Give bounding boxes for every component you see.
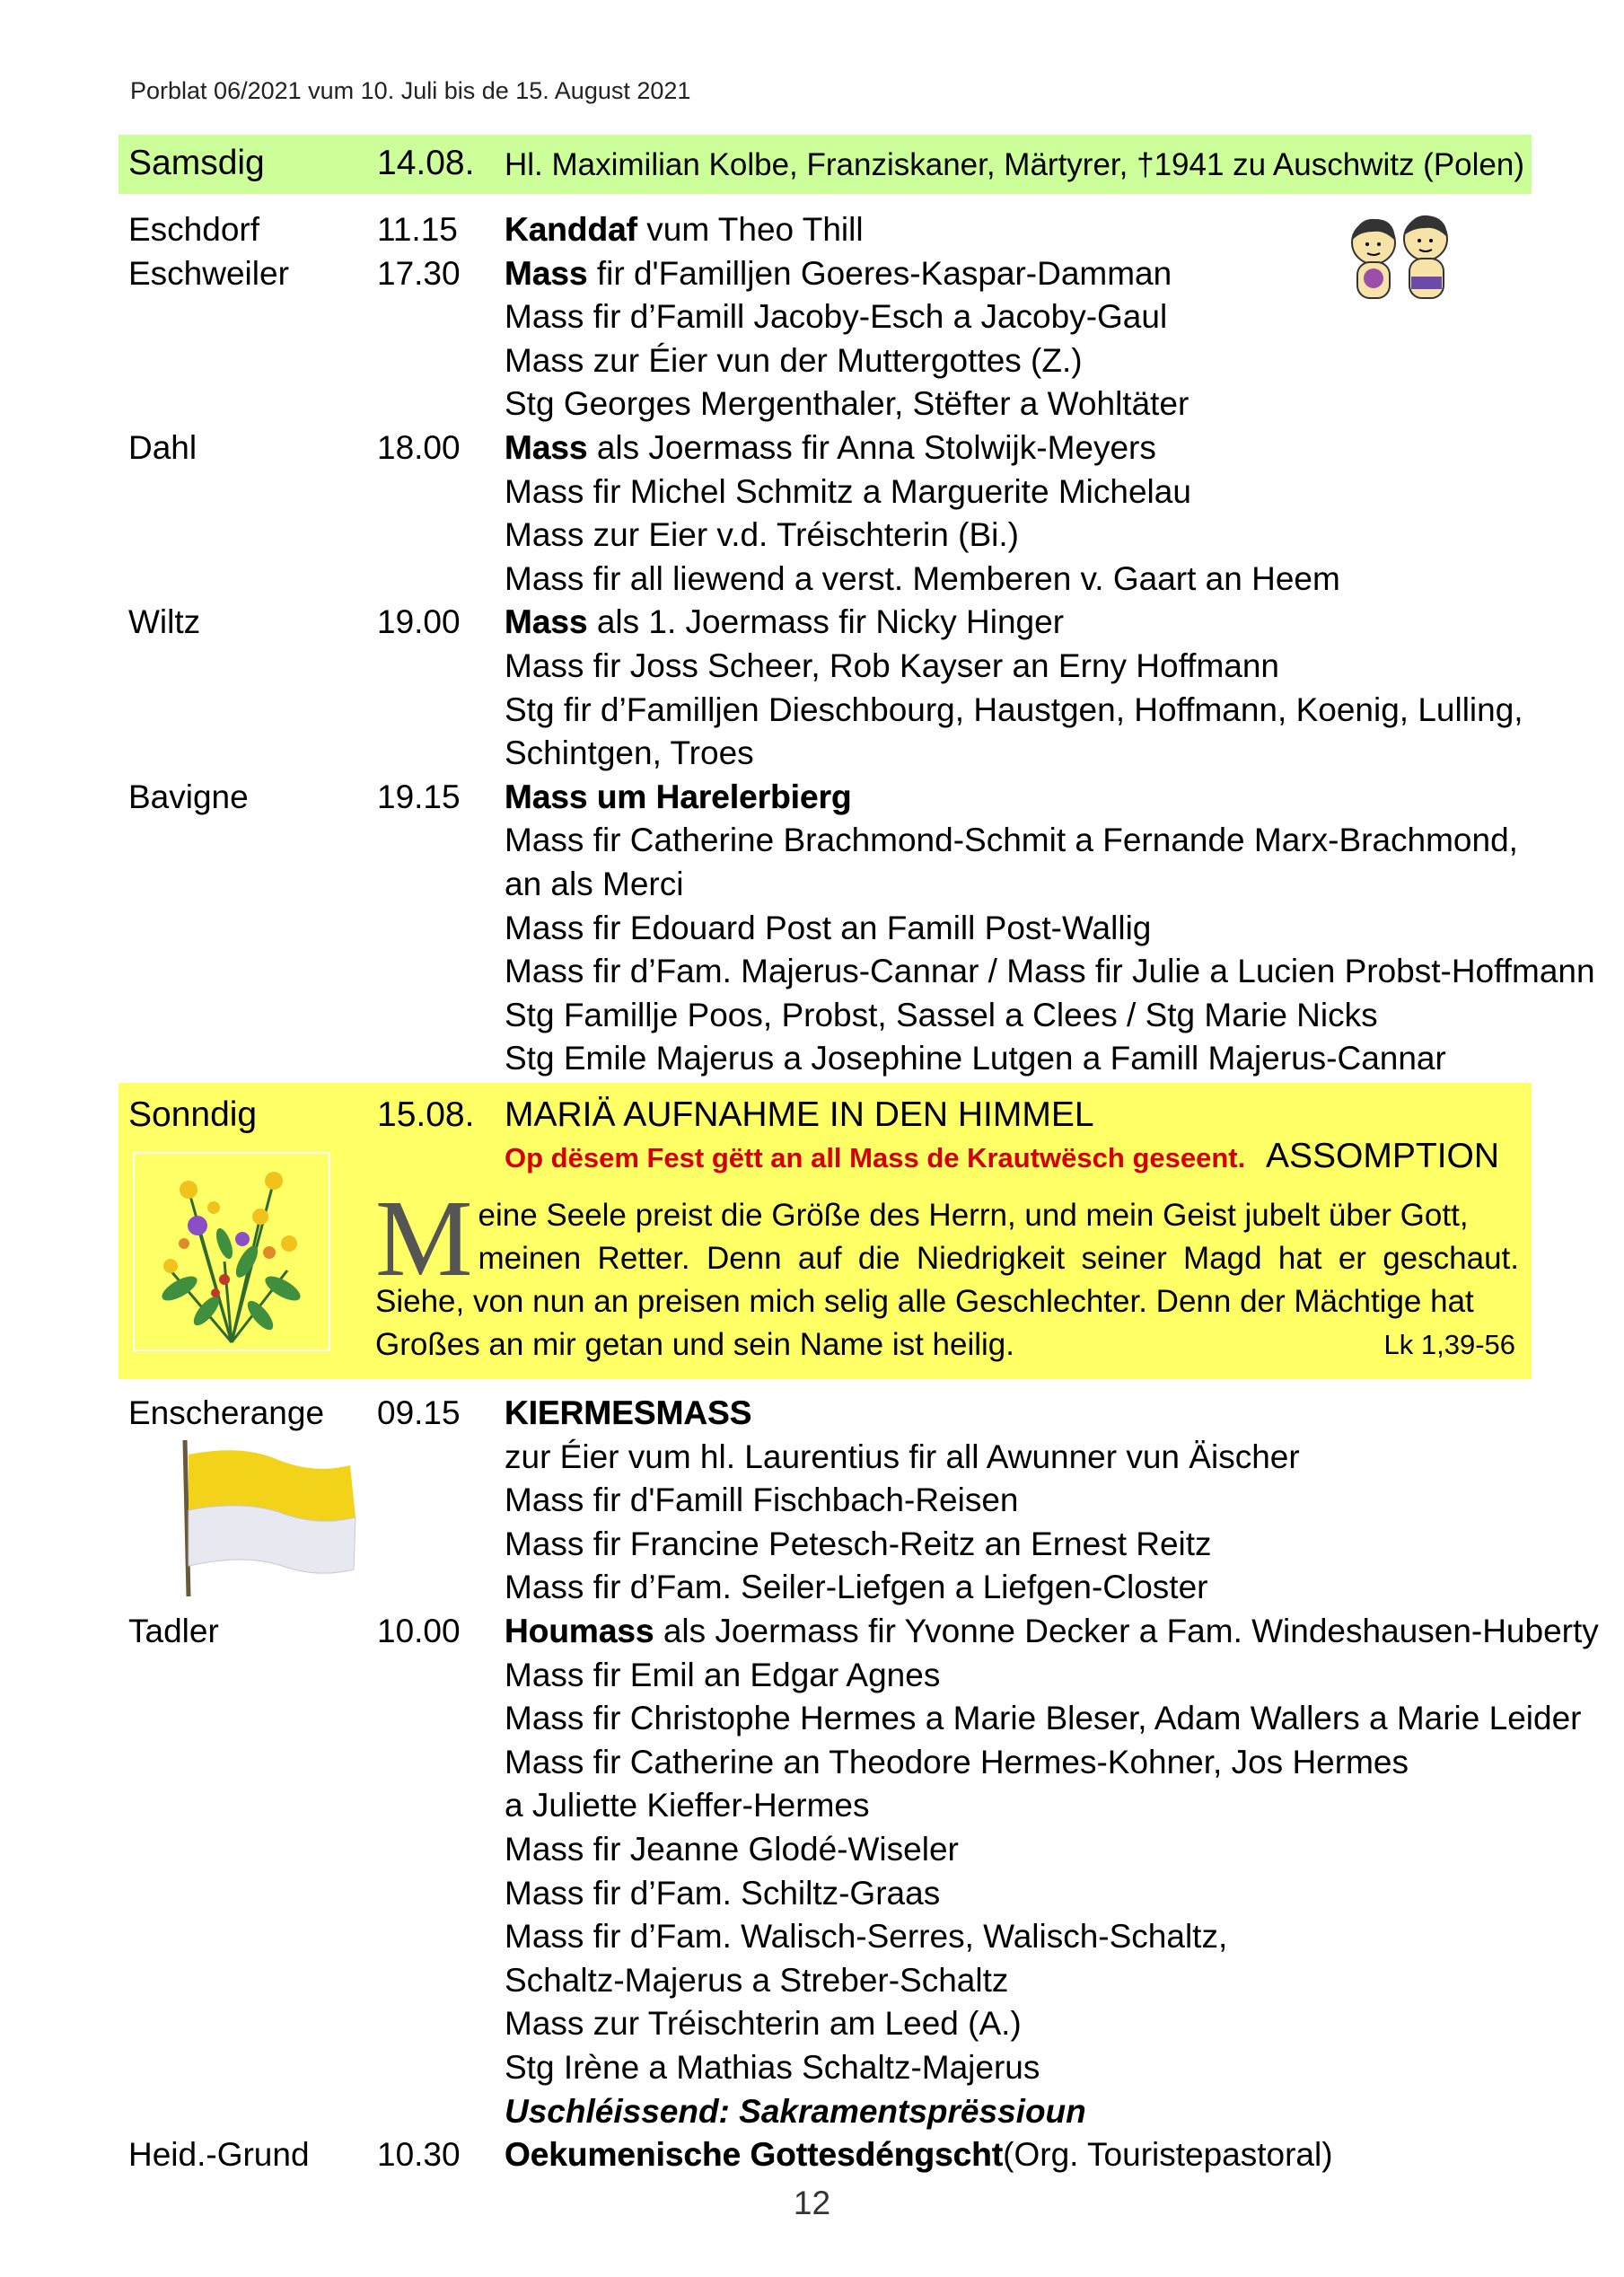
service-intention: Mass zur Éier vun der Muttergottes (Z.) xyxy=(505,341,1083,379)
service-intention: (Org. Touristepastoral) xyxy=(1003,2136,1333,2174)
service-intention: Mass fir Jeanne Glodé-Wiseler xyxy=(505,1831,959,1868)
service-time: 19.15 xyxy=(377,778,461,815)
service-intention: Mass fir d’Fam. Walisch-Serres, Walisch-Schaltz, xyxy=(505,1918,1228,1956)
couple-illustration xyxy=(1339,205,1460,305)
papal-flag-illustration xyxy=(135,1435,368,1602)
service-line xyxy=(505,1697,1581,1740)
service-place: Wiltz xyxy=(128,603,201,641)
service-intention: an als Merci xyxy=(505,866,684,902)
service-line xyxy=(505,907,1151,950)
service-line xyxy=(505,1037,1446,1080)
service-line xyxy=(505,382,1189,426)
service-intention: fir d'Familljen Goeres-Kaspar-Damman xyxy=(587,254,1172,292)
service-line xyxy=(505,1436,1300,1479)
service-line xyxy=(505,1872,940,1915)
service-line xyxy=(505,2046,1040,2089)
service-line xyxy=(505,994,1378,1037)
quote-reference: Lk 1,39-56 xyxy=(1383,1329,1515,1360)
procession-note: Uschléissend: Sakramentsprëssioun xyxy=(505,2092,1086,2130)
service-intention: Mass fir d’Fam. Seiler-Liefgen a Liefgen-Closter xyxy=(505,1569,1208,1606)
saturday-feast: Hl. Maximilian Kolbe, Franziskaner, Märtyrer, †1941 zu Auschwitz (Polen) xyxy=(505,147,1525,182)
service-line xyxy=(505,1741,1409,1784)
service-intention: Mass fir Edouard Post an Famill Post-Wallig xyxy=(505,909,1152,946)
service-intention: Mass fir Michel Schmitz a Marguerite Michelau xyxy=(505,472,1191,510)
service-time: 10.30 xyxy=(377,2136,461,2174)
service-intention: Mass fir d'Famill Fischbach-Reisen xyxy=(505,1481,1019,1519)
magnificat-quote xyxy=(375,1178,1519,1367)
service-line xyxy=(505,689,1523,732)
service-type: KIERMESMASS xyxy=(505,1394,752,1431)
service-line xyxy=(505,514,1019,557)
service-line xyxy=(505,339,1083,382)
service-place: Eschweiler xyxy=(128,254,289,292)
service-place: Bavigne xyxy=(128,778,249,815)
service-line xyxy=(505,1610,1599,1653)
service-line xyxy=(505,1523,1212,1566)
service-line xyxy=(505,1566,1208,1609)
service-line xyxy=(505,208,864,251)
service-intention: Stg fir d’Familljen Dieschbourg, Haustgen, Hoffmann, Koenig, Lulling, xyxy=(505,690,1523,728)
service-line xyxy=(505,732,754,775)
service-line xyxy=(505,295,1167,338)
service-line xyxy=(505,863,683,906)
service-intention: Stg Irène a Mathias Schaltz-Majerus xyxy=(505,2049,1040,2086)
saturday-day: Samsdig xyxy=(128,144,265,182)
quote-line-4: Großes an mir getan und sein Name ist heilig. xyxy=(375,1327,1014,1362)
service-intention: als Joermass fir Anna Stolwijk-Meyers xyxy=(587,429,1156,466)
service-intention: Mass fir Joss Scheer, Rob Kayser an Erny Hoffmann xyxy=(505,647,1280,684)
service-type: Houmass xyxy=(505,1613,654,1649)
page-number: 12 xyxy=(793,2185,831,2221)
service-intention: Mass fir d’Fam. Schiltz-Graas xyxy=(505,1874,941,1912)
service-type: Mass xyxy=(505,429,588,466)
service-intention: Mass fir d’Famill Jacoby-Esch a Jacoby-Gaul xyxy=(505,298,1168,336)
service-line xyxy=(505,1654,940,1697)
service-place: Eschdorf xyxy=(128,211,260,248)
service-intention: Mass fir all liewend a verst. Memberen v. Gaart an Heem xyxy=(505,559,1340,597)
service-intention: als 1. Joermass fir Nicky Hinger xyxy=(587,603,1065,641)
service-time: 17.30 xyxy=(377,254,461,292)
service-line xyxy=(505,645,1279,688)
service-place: Tadler xyxy=(128,1613,219,1649)
service-line xyxy=(505,426,1156,470)
service-line xyxy=(505,558,1340,601)
quote-dropcap: M xyxy=(375,1178,473,1299)
service-line xyxy=(505,1784,869,1827)
service-time: 11.15 xyxy=(377,211,458,248)
service-line xyxy=(505,252,1172,295)
service-line xyxy=(505,1479,1019,1522)
service-intention: Mass zur Eier v.d. Tréischterin (Bi.) xyxy=(505,516,1019,554)
service-line xyxy=(505,776,852,819)
service-line xyxy=(505,470,1191,514)
service-line xyxy=(505,2133,1333,2176)
herb-bouquet-illustration xyxy=(135,1154,329,1349)
assomption-label: ASSOMPTION xyxy=(1266,1137,1500,1175)
service-type: Kanddaf xyxy=(505,211,637,248)
service-line xyxy=(505,2090,1086,2133)
service-line xyxy=(505,1392,751,1435)
service-line xyxy=(505,950,1595,993)
service-intention: vum Theo Thill xyxy=(637,211,864,248)
service-intention: Mass fir Catherine an Theodore Hermes-Kohner, Jos Hermes xyxy=(505,1743,1409,1780)
sunday-feast: MARIÄ AUFNAHME IN DEN HIMMEL xyxy=(505,1095,1094,1134)
service-line xyxy=(505,1959,1008,2002)
service-time: 09.15 xyxy=(377,1394,461,1431)
sunday-day: Sonndig xyxy=(128,1095,258,1134)
service-place: Enscherange xyxy=(128,1394,325,1431)
service-time: 19.00 xyxy=(377,603,461,641)
service-intention: Schintgen, Troes xyxy=(505,734,754,772)
service-time: 10.00 xyxy=(377,1613,461,1649)
quote-line-2: meinen Retter. Denn auf die Niedrigkeit seiner Magd hat er geschaut. xyxy=(478,1241,1519,1276)
service-intention: zur Éier vum hl. Laurentius fir all Awunner vun Äischer xyxy=(505,1437,1300,1475)
service-line xyxy=(505,601,1064,644)
service-intention: a Juliette Kieffer-Hermes xyxy=(505,1787,870,1824)
service-line xyxy=(505,1915,1227,1958)
service-time: 18.00 xyxy=(377,429,461,466)
service-intention: Mass fir Francine Petesch-Reitz an Ernest Reitz xyxy=(505,1525,1212,1562)
service-type: Mass um Harelerbierg xyxy=(505,778,852,815)
service-type: Mass xyxy=(505,603,588,641)
service-intention: Stg Famillje Poos, Probst, Sassel a Clees / Stg Marie Nicks xyxy=(505,996,1378,1033)
service-type: Oekumenische Gottesdéngscht xyxy=(505,2136,1004,2174)
service-place: Heid.-Grund xyxy=(128,2136,310,2174)
service-intention: als Joermass fir Yvonne Decker a Fam. Windeshausen-Huberty xyxy=(654,1613,1599,1649)
service-line xyxy=(505,2002,1022,2045)
service-intention: Mass fir Catherine Brachmond-Schmit a Fernande Marx-Brachmond, xyxy=(505,822,1518,859)
service-place: Dahl xyxy=(128,429,198,466)
service-intention: Mass fir Christophe Hermes a Marie Bleser, Adam Wallers a Marie Leider xyxy=(505,1700,1582,1737)
service-line xyxy=(505,1828,959,1871)
service-intention: Stg Emile Majerus a Josephine Lutgen a Famill Majerus-Cannar xyxy=(505,1040,1446,1077)
quote-line-1: eine Seele preist die Größe des Herrn, und mein Geist jubelt über Gott, xyxy=(478,1198,1469,1233)
service-intention: Stg Georges Mergenthaler, Stëfter a Wohltäter xyxy=(505,385,1189,423)
page-header: Porblat 06/2021 vum 10. Juli bis de 15. August 2021 xyxy=(130,77,691,104)
service-line xyxy=(505,819,1518,862)
herb-bouquet-frame xyxy=(133,1152,330,1351)
sunday-date: 15.08. xyxy=(377,1095,475,1134)
quote-line-3: Siehe, von nun an preisen mich selig alle Geschlechter. Denn der Mächtige hat xyxy=(375,1284,1474,1319)
service-intention: Schaltz-Majerus a Streber-Schaltz xyxy=(505,1961,1009,1999)
service-intention: Mass fir d’Fam. Majerus-Cannar / Mass fir Julie a Lucien Probst-Hoffmann xyxy=(505,953,1595,990)
service-type: Mass xyxy=(505,254,588,292)
service-intention: Mass zur Tréischterin am Leed (A.) xyxy=(505,2005,1022,2043)
service-intention: Mass fir Emil an Edgar Agnes xyxy=(505,1656,941,1693)
saturday-date: 14.08. xyxy=(377,144,475,182)
krautwesch-note: Op dësem Fest gëtt an all Mass de Krautwësch geseent. xyxy=(505,1142,1246,1174)
